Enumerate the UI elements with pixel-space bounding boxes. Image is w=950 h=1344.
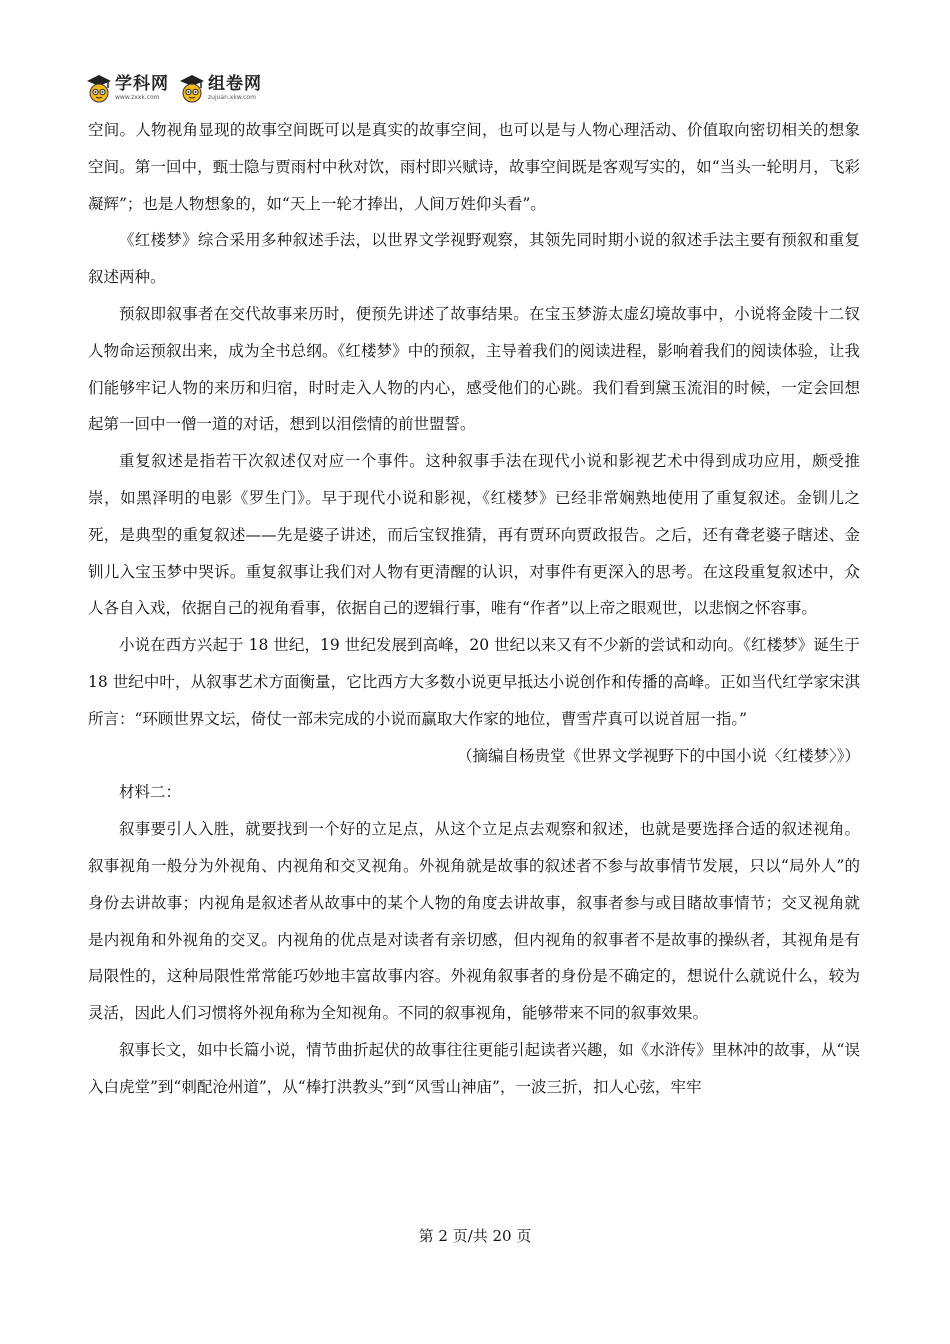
paragraph: 小说在西方兴起于 18 世纪，19 世纪发展到高峰，20 世纪以来又有不少新的尝试和动向。《红楼梦》诞生于 18 世纪中叶，从叙事艺术方面衡量，它比西方大多数小说更早抵达小说创作和传播的高峰。正如当代红学家宋淇所言：“环顾世界文坛，倚仗一部未完成的小说而赢取大作家的地位，曹雪芹真可以说首屈一指。” bbox=[88, 636, 860, 728]
logo-url: www.zxxk.com bbox=[115, 93, 160, 101]
graduation-cap-mascot-icon bbox=[86, 73, 112, 103]
logo-name: 学科网 bbox=[115, 73, 169, 94]
paragraph: 《红楼梦》综合采用多种叙述手法，以世界文学视野观察，其领先同时期小说的叙述手法主要有预叙和重复叙述两种。 bbox=[88, 231, 860, 287]
paragraph: 叙事要引人入胜，就要找到一个好的立足点，从这个立足点去观察和叙述，也就是要选择合适的叙述视角。叙事视角一般分为外视角、内视角和交叉视角。外视角就是故事的叙述者不参与故事情节发展，只以“局外人”的身份去讲故事；内视角是叙述者从故事中的某个人物的角度去讲故事，叙事者参与或目睹故事情节；交叉视角就是内视角和外视角的交叉。内视角的优点是对读者有亲切感，但内视角的叙事者不是故事的操纵者，其视角是有局限性的，这种局限性常常能巧妙地丰富故事内容。外视角叙事者的身份是不确定的，想说什么就说什么，较为灵活，因此人们习惯将外视角称为全知视角。不同的叙事视角，能够带来不同的叙事效果。 bbox=[88, 820, 860, 1023]
logo-url: zujuan.xkw.com bbox=[208, 93, 256, 101]
page-number: 第 2 页/共 20 页 bbox=[418, 1227, 532, 1245]
document-body bbox=[88, 112, 860, 1106]
logo-name: 组卷网 bbox=[208, 73, 262, 94]
source-citation: （摘编自杨贵堂《世界文学视野下的中国小说〈红楼梦〉》） bbox=[456, 746, 860, 765]
header bbox=[86, 70, 262, 106]
section-label: 材料二： bbox=[119, 783, 182, 802]
paragraph: 预叙即叙事者在交代故事来历时，便预先讲述了故事结果。在宝玉梦游太虚幻境故事中，小说将金陵十二钗人物命运预叙出来，成为全书总纲。《红楼梦》中的预叙，主导着我们的阅读进程，影响着我们的阅读体验，让我们能够牢记人物的来历和归宿，时时走入人物的内心，感受他们的心跳。我们看到黛玉流泪的时候，一定会回想起第一回中一僧一道的对话，想到以泪偿情的前世盟誓。 bbox=[88, 304, 860, 434]
zujuan-logo[interactable] bbox=[179, 73, 262, 103]
paragraph: 重复叙述是指若干次叙述仅对应一个事件。这种叙事手法在现代小说和影视艺术中得到成功应用，颇受推崇，如黑泽明的电影《罗生门》。早于现代小说和影视，《红楼梦》已经非常娴熟地使用了重复叙述。金钏儿之死，是典型的重复叙述——先是婆子讲述，而后宝钗推猜，再有贾环向贾政报告。之后，还有聋老婆子瞎述、金钏儿入宝玉梦中哭诉。重复叙事让我们对人物有更清醒的认识，对事件有更深入的思考。在这段重复叙述中，众人各自入戏，依据自己的视角看事，依据自己的逻辑行事，唯有“作者”以上帝之眼观世，以悲悯之怀容事。 bbox=[88, 452, 860, 618]
xueke-logo[interactable] bbox=[86, 73, 169, 103]
paragraph: 叙事长文，如中长篇小说，情节曲折起伏的故事往往更能引起读者兴趣，如《水浒传》里林冲的故事，从“误入白虎堂”到“刺配沧州道”，从“棒打洪教头”到“风雪山神庙”，一波三折，扣人心弦，牢牢 bbox=[88, 1040, 860, 1096]
graduation-cap-mascot-icon bbox=[179, 73, 205, 103]
paragraph: 空间。人物视角显现的故事空间既可以是真实的故事空间，也可以是与人物心理活动、价值取向密切相关的想象空间。第一回中，甄士隐与贾雨村中秋对饮，雨村即兴赋诗，故事空间既是客观写实的，如“当头一轮明月，飞彩凝辉”；也是人物想象的，如“天上一轮才捧出，人间万姓仰头看”。 bbox=[88, 121, 860, 213]
